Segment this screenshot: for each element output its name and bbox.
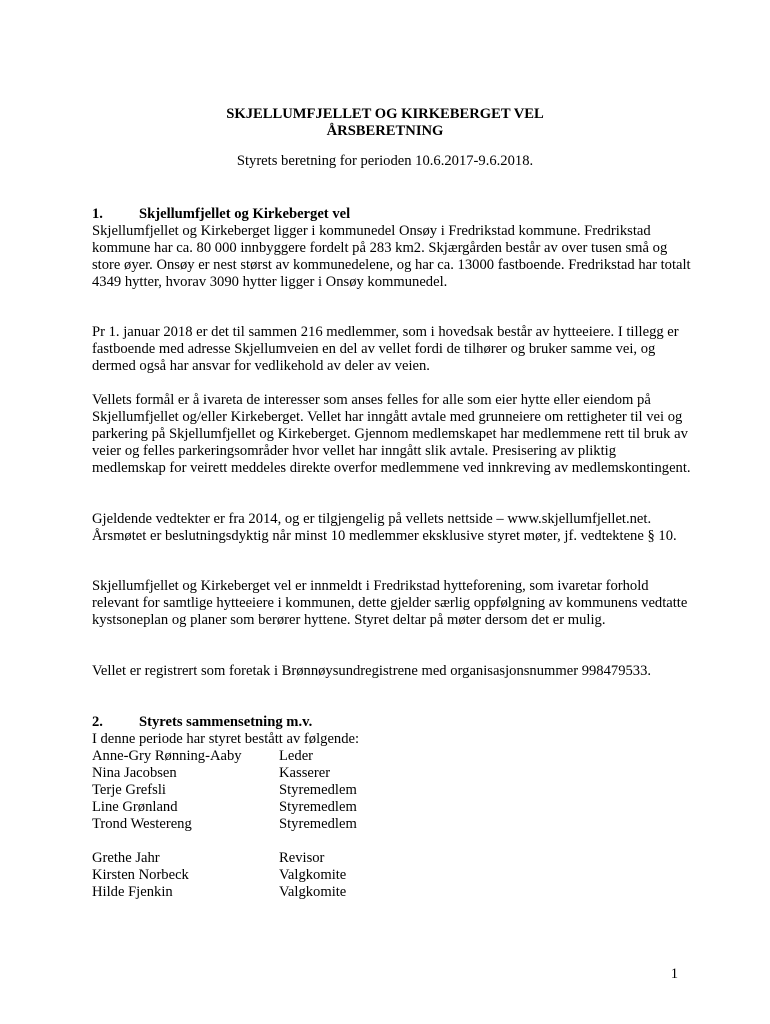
section-1-paragraph-3: Vellets formål er å ivareta de interesser som anses felles for alle som eier hytte eller eiendom på Skjellumfjellet og/eller Kirkeberget. Vellet har inngått avtale med grunneiere om rettigheter til vei og parkering på Skjellumfjellet og Kirkeberget. Gjennom medlemskapet har medlemmene rett til bruk av veier og felles parkeringsområder hvor vellet har inngått slik avtale. Presisering av pliktig medlemskap for veirett meddeles direkte overfor medlemmene ved innkreving av medlemskontingent. [92,392,691,476]
section-1-paragraph-5: Skjellumfjellet og Kirkeberget vel er innmeldt i Fredrikstad hytteforening, som ivaretar forhold relevant for samtlige hytteeiere i kommunen, dette gjelder særlig oppfølgning av kommunens vedtatte kystsoneplan og planer som berører hyttene. Styret deltar på møter dersom det er mulig. [92,578,688,628]
officer-row [92,884,492,901]
section-1-paragraph-2: Pr 1. januar 2018 er det til sammen 216 medlemmer, som i hovedsak består av hytteeiere. I tillegg er fastboende med adresse Skjellumveien en del av vellet fordi de tilhører og bruker samme vei, og dermed også har ansvar for vedlikehold av deler av veien. [92,324,679,374]
board-row [92,765,492,782]
section-1-number: 1. [92,206,103,222]
section-1-paragraph-4: Gjeldende vedtekter er fra 2014, og er tilgjengelig på vellets nettside – www.skjellumfjellet.net. Årsmøtet er beslutningsdyktig når minst 10 medlemmer eksklusive styret møter, jf. vedtektene § 10. [92,511,677,544]
section-2-number: 2. [92,714,103,730]
officer-name: Grethe Jahr [92,850,160,866]
section-1 [92,206,692,291]
officer-name: Hilde Fjenkin [92,884,173,900]
member-role: Styremedlem [279,782,357,798]
member-role: Kasserer [279,765,331,781]
section-1-title: Skjellumfjellet og Kirkeberget vel [139,206,351,222]
officer-row [92,867,492,884]
section-1-paragraph-1: Skjellumfjellet og Kirkeberget ligger i kommunedel Onsøy i Fredrikstad kommune. Fredrikstad kommune har ca. 80 000 innbyggere fordelt på 283 km2. Skjærgården består av over tusen små og store øyer. Onsøy er nest størst av kommunedelene, og har ca. 13000 fastboende. Fredrikstad har totalt 4349 hytter, hvorav 3090 hytter ligger i Onsøy kommunedel. [92,223,691,290]
title-line-2: ÅRSBERETNING [326,123,444,139]
section-1-paragraph-6: Vellet er registrert som foretak i Brønnøysundregistrene med organisasjonsnummer 998479533. [92,663,652,679]
member-name: Anne-Gry Rønning-Aaby [92,748,242,764]
board-row [92,782,492,799]
officer-role: Valgkomite [279,867,347,883]
officer-row [92,850,492,867]
page-number: 1 [670,966,678,982]
officer-role: Revisor [279,850,325,866]
member-name: Nina Jacobsen [92,765,177,781]
member-role: Leder [279,748,314,764]
member-role: Styremedlem [279,816,357,832]
section-2-heading [92,714,692,731]
officer-name: Kirsten Norbeck [92,867,189,883]
board-row [92,816,492,833]
document-subtitle: Styrets beretning for perioden 10.6.2017-9.6.2018. [236,153,534,169]
officer-role: Valgkomite [279,884,347,900]
board-row [92,748,492,765]
title-line-1: SKJELLUMFJELLET OG KIRKEBERGET VEL [226,106,544,122]
section-2 [92,714,692,748]
member-name: Line Grønland [92,799,178,815]
section-1-heading [92,206,692,223]
board-list [92,748,492,833]
section-2-title: Styrets sammensetning m.v. [139,714,313,730]
member-name: Trond Westereng [92,816,192,832]
member-role: Styremedlem [279,799,357,815]
officers-list [92,850,492,901]
document-title [0,106,770,140]
board-row [92,799,492,816]
section-2-intro: I denne periode har styret bestått av følgende: [92,731,360,747]
member-name: Terje Grefsli [92,782,166,798]
